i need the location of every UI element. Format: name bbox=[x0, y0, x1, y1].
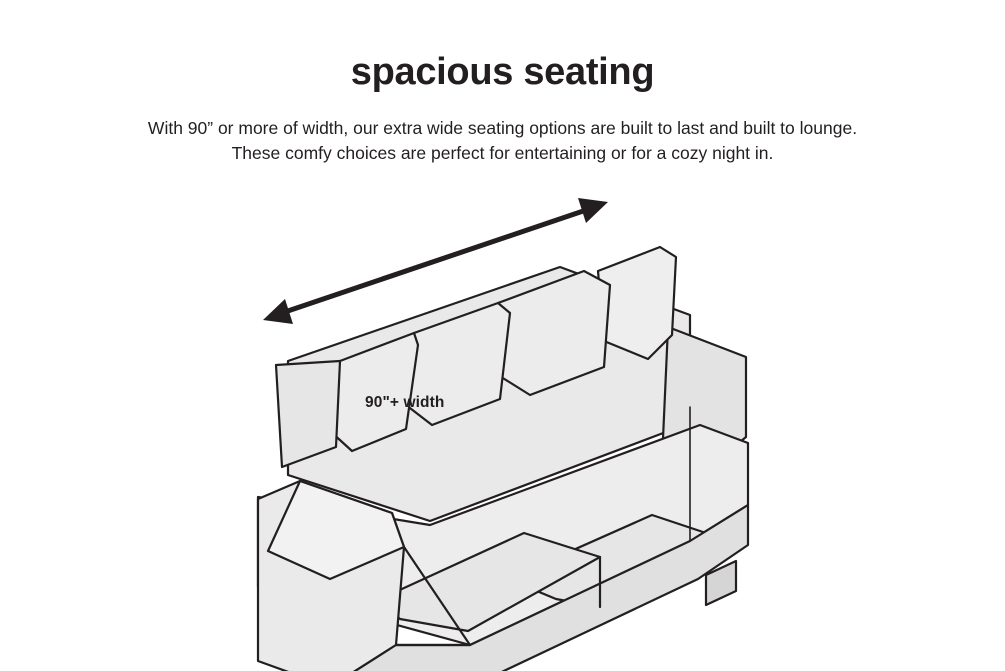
sofa-illustration-svg bbox=[0, 175, 1005, 671]
subcopy-line-1: With 90” or more of width, our extra wide seating options are built to last and built to lounge. bbox=[147, 118, 858, 138]
sofa-body bbox=[258, 247, 748, 671]
dimension-label: 90"+ width bbox=[365, 394, 445, 411]
page-title: spacious seating bbox=[350, 51, 655, 93]
sofa-illustration bbox=[0, 175, 1005, 671]
subcopy-line-2: These comfy choices are perfect for entertaining or for a cozy night in. bbox=[231, 143, 774, 164]
page-subcopy bbox=[0, 116, 1005, 167]
